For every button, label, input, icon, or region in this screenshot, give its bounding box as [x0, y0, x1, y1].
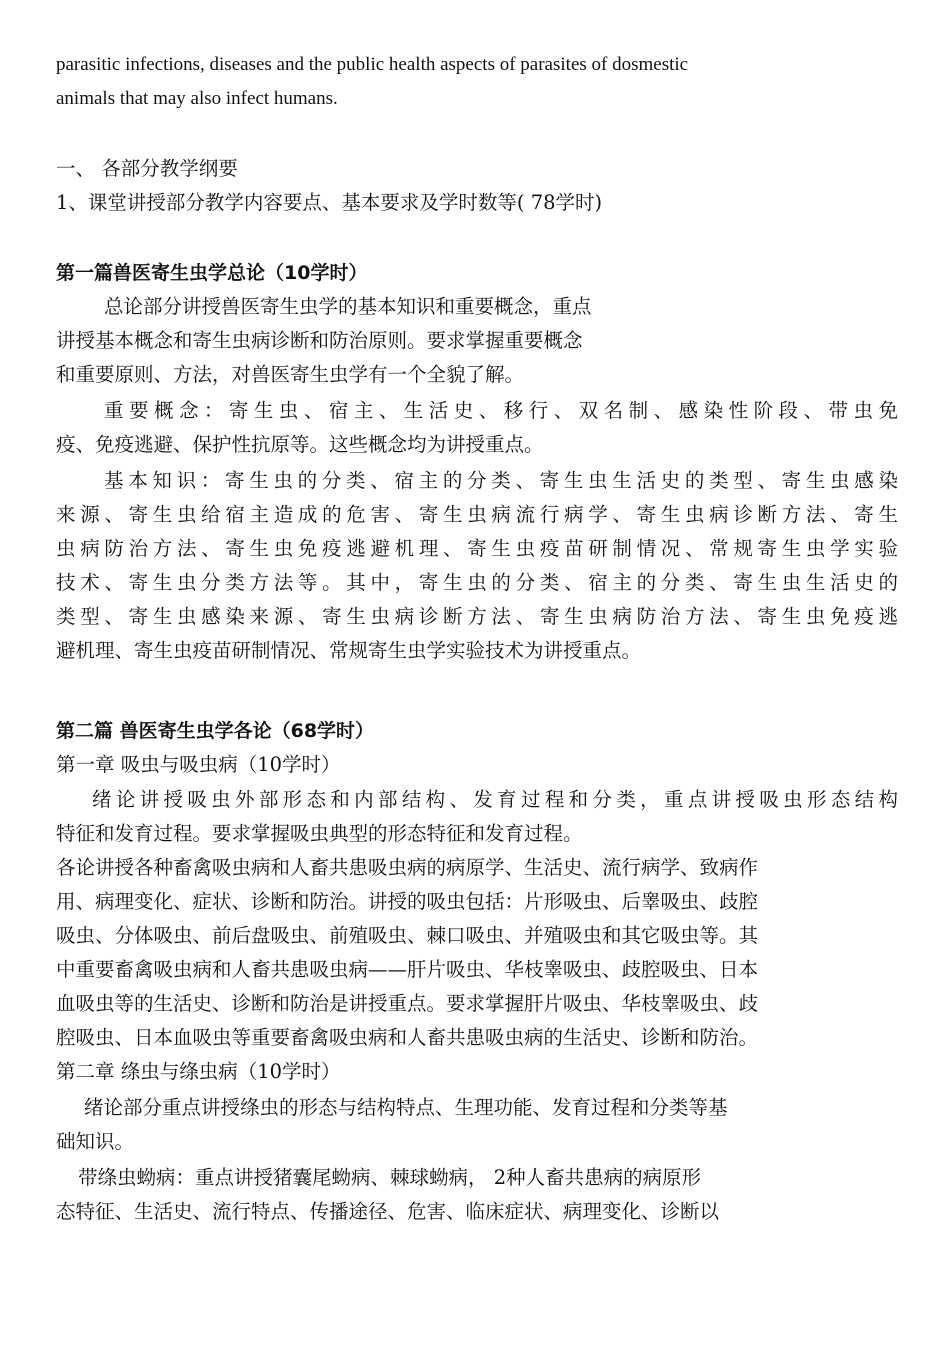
chapter1-para1-line: 绪论讲授吸虫外部形态和内部结构、发育过程和分类，重点讲授吸虫形态结构	[92, 788, 898, 811]
chapter1-para1-line: 特征和发育过程。要求掌握吸虫典型的形态特征和发育过程。	[56, 822, 583, 845]
part1-para1-line: 总论部分讲授兽医寄生虫学的基本知识和重要概念，重点	[104, 295, 592, 318]
chapter2-para2-line: 带绦虫蚴病：重点讲授猪囊尾蚴病、棘球蚴病， 2种人畜共患病的病原形	[78, 1166, 702, 1189]
part1-para3-line: 技术、寄生虫分类方法等。其中，寄生虫的分类、宿主的分类、寄生虫生活史的	[56, 571, 898, 594]
chapter1-title: 第一章 吸虫与吸虫病（10学时）	[56, 753, 341, 776]
part1-para3-line: 虫病防治方法、寄生虫免疫逃避机理、寄生虫疫苗研制情况、常规寄生虫学实验	[56, 537, 898, 560]
chapter2-para2-line: 态特征、生活史、流行特点、传播途径、危害、临床症状、病理变化、诊断以	[56, 1200, 720, 1223]
chapter1-para2-line: 用、病理变化、症状、诊断和防治。讲授的吸虫包括：片形吸虫、后睾吸虫、歧腔	[56, 890, 759, 913]
part1-para3-line: 基本知识：寄生虫的分类、宿主的分类、寄生虫生活史的类型、寄生虫感染	[104, 469, 898, 492]
chapter1-para2-line: 血吸虫等的生活史、诊断和防治是讲授重点。要求掌握肝片吸虫、华枝睾吸虫、歧	[56, 992, 759, 1015]
part1-para1-line: 和重要原则、方法，对兽医寄生虫学有一个全貌了解。	[56, 363, 525, 386]
part1-para1-line: 讲授基本概念和寄生虫病诊断和防治原则。要求掌握重要概念	[56, 329, 583, 352]
chapter2-title: 第二章 绦虫与绦虫病（10学时）	[56, 1060, 341, 1083]
part1-para2-line: 疫、免疫逃避、保护性抗原等。这些概念均为讲授重点。	[56, 433, 544, 456]
intro-line-2: animals that may also infect humans.	[56, 88, 338, 109]
chapter1-para2-line: 中重要畜禽吸虫病和人畜共患吸虫病——肝片吸虫、华枝睾吸虫、歧腔吸虫、日本	[56, 958, 759, 981]
chapter1-para2-line: 各论讲授各种畜禽吸虫病和人畜共患吸虫病的病原学、生活史、流行病学、致病作	[56, 856, 759, 879]
part1-para3-line: 类型、寄生虫感染来源、寄生虫病诊断方法、寄生虫病防治方法、寄生虫免疫逃	[56, 605, 898, 628]
chapter2-para1-line: 础知识。	[56, 1130, 135, 1153]
part1-para2-line: 重要概念：寄生虫、宿主、生活史、移行、双名制、感染性阶段、带虫免	[104, 399, 898, 422]
part2-title: 第二篇 兽医寄生虫学各论（68学时）	[56, 720, 375, 742]
outline-heading: 一、 各部分教学纲要	[56, 157, 238, 180]
part1-para3-line: 避机理、寄生虫疫苗研制情况、常规寄生虫学实验技术为讲授重点。	[56, 639, 642, 662]
part1-para3-line: 来源、寄生虫给宿主造成的危害、寄生虫病流行病学、寄生虫病诊断方法、寄生	[56, 503, 898, 526]
outline-item-1: 1、课堂讲授部分教学内容要点、基本要求及学时数等( 78学时)	[56, 191, 603, 214]
part1-title: 第一篇兽医寄生虫学总论（10学时）	[56, 262, 368, 284]
intro-line-1: parasitic infections, diseases and the public health aspects of parasites of dosmestic	[56, 54, 689, 75]
chapter1-para2-line: 腔吸虫、日本血吸虫等重要畜禽吸虫病和人畜共患吸虫病的生活史、诊断和防治。	[56, 1026, 759, 1049]
chapter1-para2-line: 吸虫、分体吸虫、前后盘吸虫、前殖吸虫、棘口吸虫、并殖吸虫和其它吸虫等。其	[56, 924, 759, 947]
chapter2-para1-line: 绪论部分重点讲授绦虫的形态与结构特点、生理功能、发育过程和分类等基	[84, 1096, 728, 1119]
